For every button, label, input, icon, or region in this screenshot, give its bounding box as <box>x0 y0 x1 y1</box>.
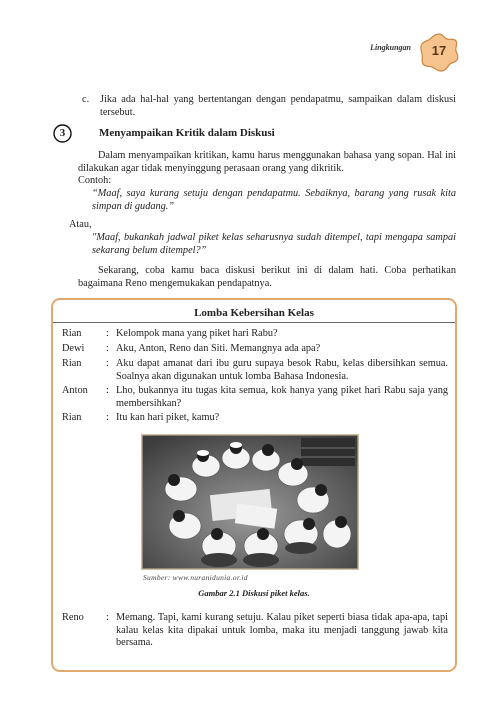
page-number-badge <box>419 32 459 72</box>
dialog-line: Lho, bukannya itu tugas kita semua, kok hanya yang piket hari Rabu saja yang membersihkan? <box>116 385 448 409</box>
figure-caption: Gambar 2.1 Diskusi piket kelas. <box>198 588 310 598</box>
dialog-line: Aku, Anton, Reno dan Siti. Memangnya ada apa? <box>116 343 321 354</box>
speaker-name: Dewi <box>62 343 85 354</box>
example-quote: "Maaf, bukankah jadwal piket kelas seharusnya sudah ditempel, tapi mengapa sampai sekarang belum ditempel?” <box>92 232 456 256</box>
colon: : <box>106 358 109 369</box>
paragraph: Sekarang, coba kamu baca diskusi berikut ini di dalam hati. Coba perhatikan bagaimana Reno mengemukakan pendapatnya. <box>78 265 456 289</box>
page-number: 17 <box>431 43 447 58</box>
speaker-name: Rian <box>62 358 82 369</box>
colon: : <box>106 412 109 423</box>
photo-credit: Sumber: www.nuranidunia.or.id <box>143 573 248 582</box>
section-number: 3 <box>59 127 66 139</box>
students-discussion-image <box>141 434 359 570</box>
dialog-line: Kelompok mana yang piket hari Rabu? <box>116 328 278 339</box>
speaker-name: Anton <box>62 385 88 396</box>
speaker-name: Rian <box>62 412 82 423</box>
colon: : <box>106 612 109 623</box>
list-item-text: Jika ada hal-hal yang bertentangan dengan pendapatmu, sampaikan dalam diskusi tersebut. <box>100 94 456 118</box>
dialog-box-title: Lomba Kebersihan Kelas <box>194 307 314 319</box>
section-title: Menyampaikan Kritik dalam Diskusi <box>99 127 275 139</box>
alternative-label: Atau, <box>69 219 92 230</box>
paragraph: Dalam menyampaikan kritikan, kamu harus menggunakan bahasa yang sopan. Hal ini dilakukan agar tidak menyinggung perasaan orang yang dikritik. <box>78 150 456 174</box>
example-quote: “Maaf, saya kurang setuju dengan pendapatmu. Sebaiknya, barang yang rusak kita simpan di gudang.” <box>92 188 456 212</box>
speaker-name: Rian <box>62 328 82 339</box>
example-label: Contoh: <box>78 175 112 186</box>
discussion-photo <box>141 434 359 570</box>
colon: : <box>106 328 109 339</box>
colon: : <box>106 385 109 396</box>
divider <box>53 322 455 323</box>
chapter-title: Lingkungan <box>370 43 411 52</box>
section-number-badge <box>53 124 72 143</box>
dialog-line: Itu kan hari piket, kamu? <box>116 412 220 423</box>
colon: : <box>106 343 109 354</box>
list-marker: c. <box>82 94 90 105</box>
dialog-line: Aku dapat amanat dari ibu guru supaya besok Rabu, kelas dibersihkan semua. Soalnya akan digunakan untuk lomba Bahasa Indonesia. <box>116 358 448 382</box>
dialog-line: Memang. Tapi, kami kurang setuju. Kalau piket seperti biasa tidak apa-apa, tapi kalau kelas kita dipakai untuk lomba, maka itu menjadi tanggung jawab kita bersama. <box>116 612 448 648</box>
speaker-name: Reno <box>62 612 84 623</box>
